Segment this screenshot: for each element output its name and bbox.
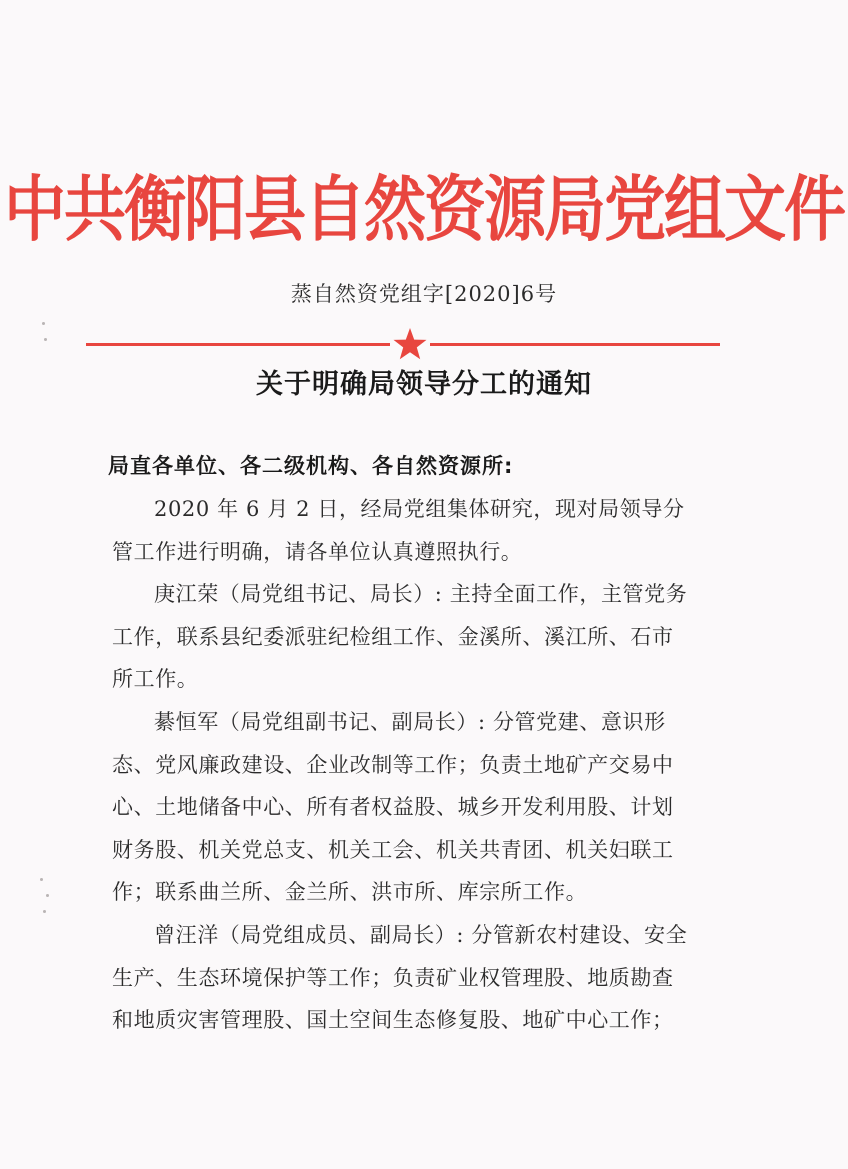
document-header-title: 中共衡阳县自然资源局党组文件: [3, 167, 844, 252]
paragraph-leader-3: 曾汪洋（局党组成员、副局长）: 分管新农村建设、安全生产、生态环境保护等工作；负责矿业权管理股、地质勘查和地质灾害管理股、国土空间生态修复股、地矿中心工作；: [112, 922, 688, 1033]
paragraph-leader-2: 綦恒军（局党组副书记、副局长）: 分管党建、意识形态、党风廉政建设、企业改制等工作；负责土地矿产交易中心、土地储备中心、所有者权益股、城乡开发利用股、计划财务股、机关党总支、机关工会、机关共青团、机关妇联工作；联系曲兰所、金兰所、洪市所、库宗所工作。: [112, 709, 674, 905]
paragraph-intro: 2020 年 6 月 2 日，经局党组集体研究，现对局领导分管工作进行明确，请各单位认真遵照执行。: [112, 497, 685, 564]
notice-title: 关于明确局领导分工的通知: [256, 369, 592, 400]
red-star-icon: [392, 326, 428, 362]
body-text: [112, 488, 692, 1042]
red-rule-left: [86, 343, 390, 346]
document-number: 蒸自然资党组字[2020]6号: [290, 282, 558, 306]
red-rule-right: [430, 343, 720, 346]
salutation: 局直各单位、各二级机构、各自然资源所:: [108, 454, 514, 478]
paragraph-leader-1: 庚江荣（局党组书记、局长）: 主持全面工作，主管党务工作，联系县纪委派驻纪检组工作、金溪所、溪江所、石市所工作。: [112, 582, 688, 692]
